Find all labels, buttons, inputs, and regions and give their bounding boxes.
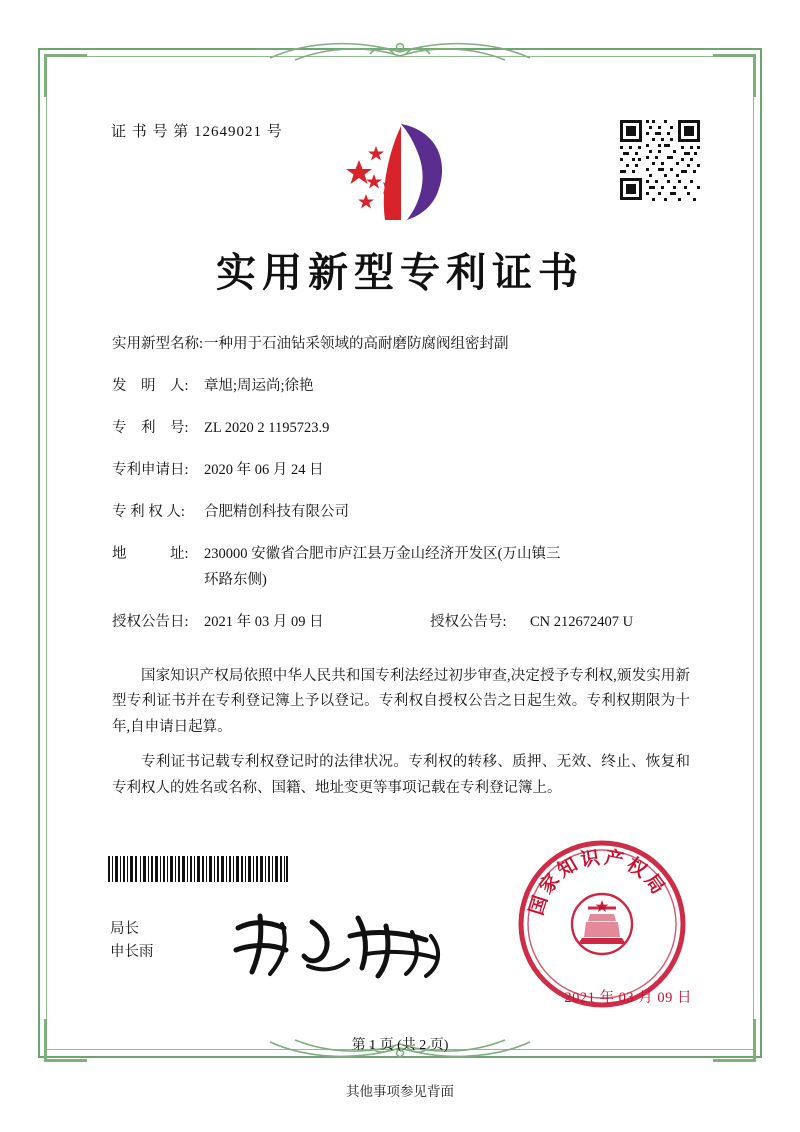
barcode-icon xyxy=(108,856,288,882)
signature-block xyxy=(110,918,154,964)
field-value: ZL 2020 2 1195723.9 xyxy=(204,420,330,437)
field-label: 发 明 人: xyxy=(112,378,189,395)
field-value-group xyxy=(204,544,692,591)
certificate-content xyxy=(46,56,754,1053)
field-value: 一种用于石油钻采领域的高耐磨防腐阀组密封副 xyxy=(204,336,509,352)
field-row-inventor xyxy=(112,376,692,397)
handwritten-signature-icon xyxy=(226,906,456,986)
field-list xyxy=(112,334,692,654)
field-label-grant-number: 授权公告号: xyxy=(430,614,507,631)
field-row-patentee xyxy=(112,502,692,523)
seal-date: 2021 年 03 月 09 日 xyxy=(564,990,692,1006)
field-value-grant-date: 2021 年 03 月 09 日 xyxy=(204,614,324,631)
field-label: 地 址: xyxy=(112,546,189,563)
director-name: 申长雨 xyxy=(110,944,154,961)
legal-text-block xyxy=(112,664,690,811)
field-value-continued: 环路东侧) xyxy=(204,572,267,589)
legal-paragraph-2: 专利证书记载专利权登记时的法律状况。专利权的转移、质押、无效、终止、恢复和专利权人的姓名或名称、国籍、地址变更等事项记载在专利登记簿上。 xyxy=(112,754,690,796)
footnote: 其他事项参见背面 xyxy=(346,1084,454,1099)
field-label-grant-date: 授权公告日: xyxy=(112,614,189,631)
field-row-grant-publication xyxy=(112,612,692,633)
field-row-utility-model-name xyxy=(112,334,692,355)
field-row-address xyxy=(112,544,692,591)
field-value-grant-number: CN 212672407 U xyxy=(530,614,634,631)
field-value: 2020 年 06 月 24 日 xyxy=(204,462,324,479)
field-row-application-date xyxy=(112,460,692,481)
svg-text:国家知识产权局: 国家知识产权局 xyxy=(525,846,671,918)
page-number: 第 1 页 (共 2 页) xyxy=(351,1038,449,1053)
field-label: 实用新型名称: xyxy=(112,336,204,352)
page-title: 实用新型专利证书 xyxy=(216,249,584,296)
field-label: 专 利 号: xyxy=(112,420,189,437)
field-value: 合肥精创科技有限公司 xyxy=(204,504,349,521)
field-row-patent-number xyxy=(112,418,692,439)
field-label: 专 利 权 人: xyxy=(112,504,185,521)
certificate-number: 证 书 号 第 12649021 号 xyxy=(111,124,283,140)
official-seal-icon xyxy=(516,838,688,1010)
cnipa-logo-icon xyxy=(341,116,461,226)
field-label: 专利申请日: xyxy=(112,462,189,479)
director-title: 局长 xyxy=(110,921,139,937)
field-value: 章旭;周运尚;徐艳 xyxy=(204,378,314,395)
field-value: 230000 安徽省合肥市庐江县万金山经济开发区(万山镇三 xyxy=(204,546,561,563)
qr-code-icon xyxy=(618,118,702,202)
legal-paragraph-1: 国家知识产权局依照中华人民共和国专利法经过初步审查,决定授予专利权,颁发实用新型专利证书并在专利登记簿上予以登记。专利权自授权公告之日起生效。专利权期限为十年,自申请日起算。 xyxy=(112,668,690,735)
